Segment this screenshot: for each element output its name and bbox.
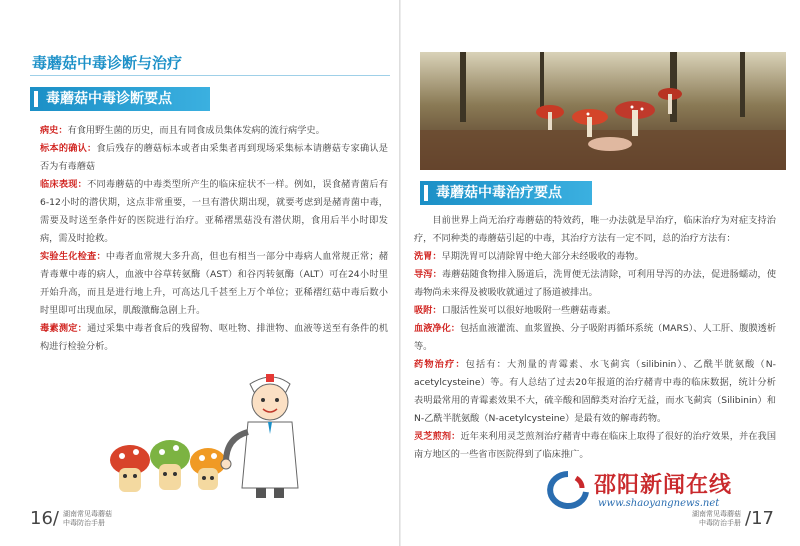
mushroom-green-icon [150,440,190,490]
diagnosis-item-specimen [40,140,388,176]
item-text: 食后残存的蘑菇标本或者由采集者再到现场采集标本请蘑菇专家确认是否为有毒蘑菇 [40,143,388,172]
doctor-icon [221,374,298,498]
item-label: 实验生化检查： [40,251,106,262]
item-text: 不同毒蘑菇的中毒类型所产生的临床症状不一样。例如，误食赭青菌后有6-12小时的潜伏期，这点非常重要，一旦有潜伏期出现，就要考虑到是赭青菌中毒，需要及时送至条件好的医院进行治疗。亚稀褶黑菇没有潜伏期，食用后半小时即发病，需及时抢救。 [40,179,389,244]
treatment-item-adsorption [414,302,776,320]
item-text: 中毒者血常规大多升高，但也有相当一部分中毒病人血常规正常；赭青毒蕈中毒的病人，血液中谷草转氨酶（AST）和谷丙转氨酶（ALT）可在24小时里开始升高，而且是进行地上升，可高达几千甚至上万个单位；亚稀褶红菇中毒后数小时里即可出现血尿，肌酸激酶急剧上升。 [40,251,389,316]
item-label: 洗胃： [414,251,442,262]
diagnosis-item-lab [40,248,388,320]
treatment-item-ganoderma-decoction [414,428,776,464]
item-label: 标本的确认： [40,143,97,154]
right-page [400,0,800,546]
news-logo-icon [546,470,590,510]
diagnosis-text [40,122,388,356]
item-label: 临床表现： [40,179,88,190]
item-text: 包括有：大剂量的青霉素、水飞蓟宾（silibinin）、乙酰半胱氨酸（N-acetylcysteine）等。有人总结了过去20年报道的治疗赭青中毒的临床数据，统计分析表明最常用的青霉素效果不大，硫辛酸和固醇类对治疗无益，而水飞蓟宾（Silibinin）和N-乙酰半胱氨酸（N-acetylcysteine）是最有效的解毒药物。 [414,359,776,424]
item-label: 血液净化： [414,323,460,334]
item-label: 灵芝煎剂： [414,431,461,442]
footer-line2: 中毒防治手册 [62,519,105,527]
watermark-url: www.shaoyangnews.net [598,498,720,509]
doctor-mushroom-illustration [110,362,310,502]
mushroom-red-icon [110,445,150,492]
item-label: 病史： [40,125,68,136]
item-text: 通过采集中毒者食后的残留物、呕吐物、排泄物、血液等送至有条件的机构进行检验分析。 [40,323,389,352]
watermark [546,468,766,514]
treatment-intro: 目前世界上尚无治疗毒蘑菇的特效药，唯一办法就是早治疗，临床治疗为对症支持治疗，不同种类的毒蘑菇引起的中毒，其治疗方法有一定不同，总的治疗方法有： [414,215,776,244]
item-text: 早期洗胃可以清除胃中绝大部分未经吸收的毒物。 [441,251,644,262]
page-footer-left [30,510,116,528]
diagnosis-item-clinical [40,176,388,248]
item-label: 导泻： [414,269,442,280]
item-text: 有食用野生菌的历史，而且有同食成员集体发病的流行病学史。 [67,125,325,136]
mushroom-orange-icon [190,448,226,490]
footer-line1: 湖南常见毒蘑菇 [62,510,112,518]
item-label: 药物治疗： [414,359,466,370]
diagnosis-item-toxin [40,320,388,356]
section-heading-diagnosis: 毒蘑菇中毒诊断要点 [30,87,210,111]
footer-line2: 中毒防治手册 [699,519,742,527]
footer-line1: 湖南常见毒蘑菇 [692,510,742,518]
watermark-name: 邵阳新闻在线 [594,473,733,498]
diagnosis-item-history [40,122,388,140]
treatment-text [414,212,776,464]
treatment-item-blood-purification [414,320,776,356]
page-number: 16/ [30,508,59,529]
treatment-item-drug-therapy [414,356,776,428]
treatment-item-catharsis [414,266,776,302]
footer-book-title [63,510,112,528]
section-heading-treatment: 毒蘑菇中毒治疗要点 [420,181,592,205]
item-text: 口服活性炭可以很好地吸附一些蘑菇毒素。 [441,305,617,316]
item-text: 包括血液灌流、血浆置换、分子吸附再循环系统（MARS）、人工肝、腹膜透析等。 [414,323,777,352]
item-text: 毒蘑菇随食物排入肠道后，洗胃便无法清除，可利用导泻的办法，促进肠蠕动，使毒物尚未来得及被吸收就通过了肠道被排出。 [414,269,777,298]
item-text: 近年来利用灵芝煎剂治疗赭青中毒在临床上取得了很好的治疗效果，并在我国南方地区的一些省市医院得到了临床推广。 [414,431,777,460]
page-number: /17 [745,508,774,529]
page-title: 毒蘑菇中毒诊断与治疗 [32,54,183,72]
item-label: 毒素测定： [40,323,88,334]
title-divider [30,75,390,76]
item-label: 吸附： [414,305,442,316]
mushroom-forest-photo [420,52,786,170]
treatment-item-gastric-lavage [414,248,776,266]
